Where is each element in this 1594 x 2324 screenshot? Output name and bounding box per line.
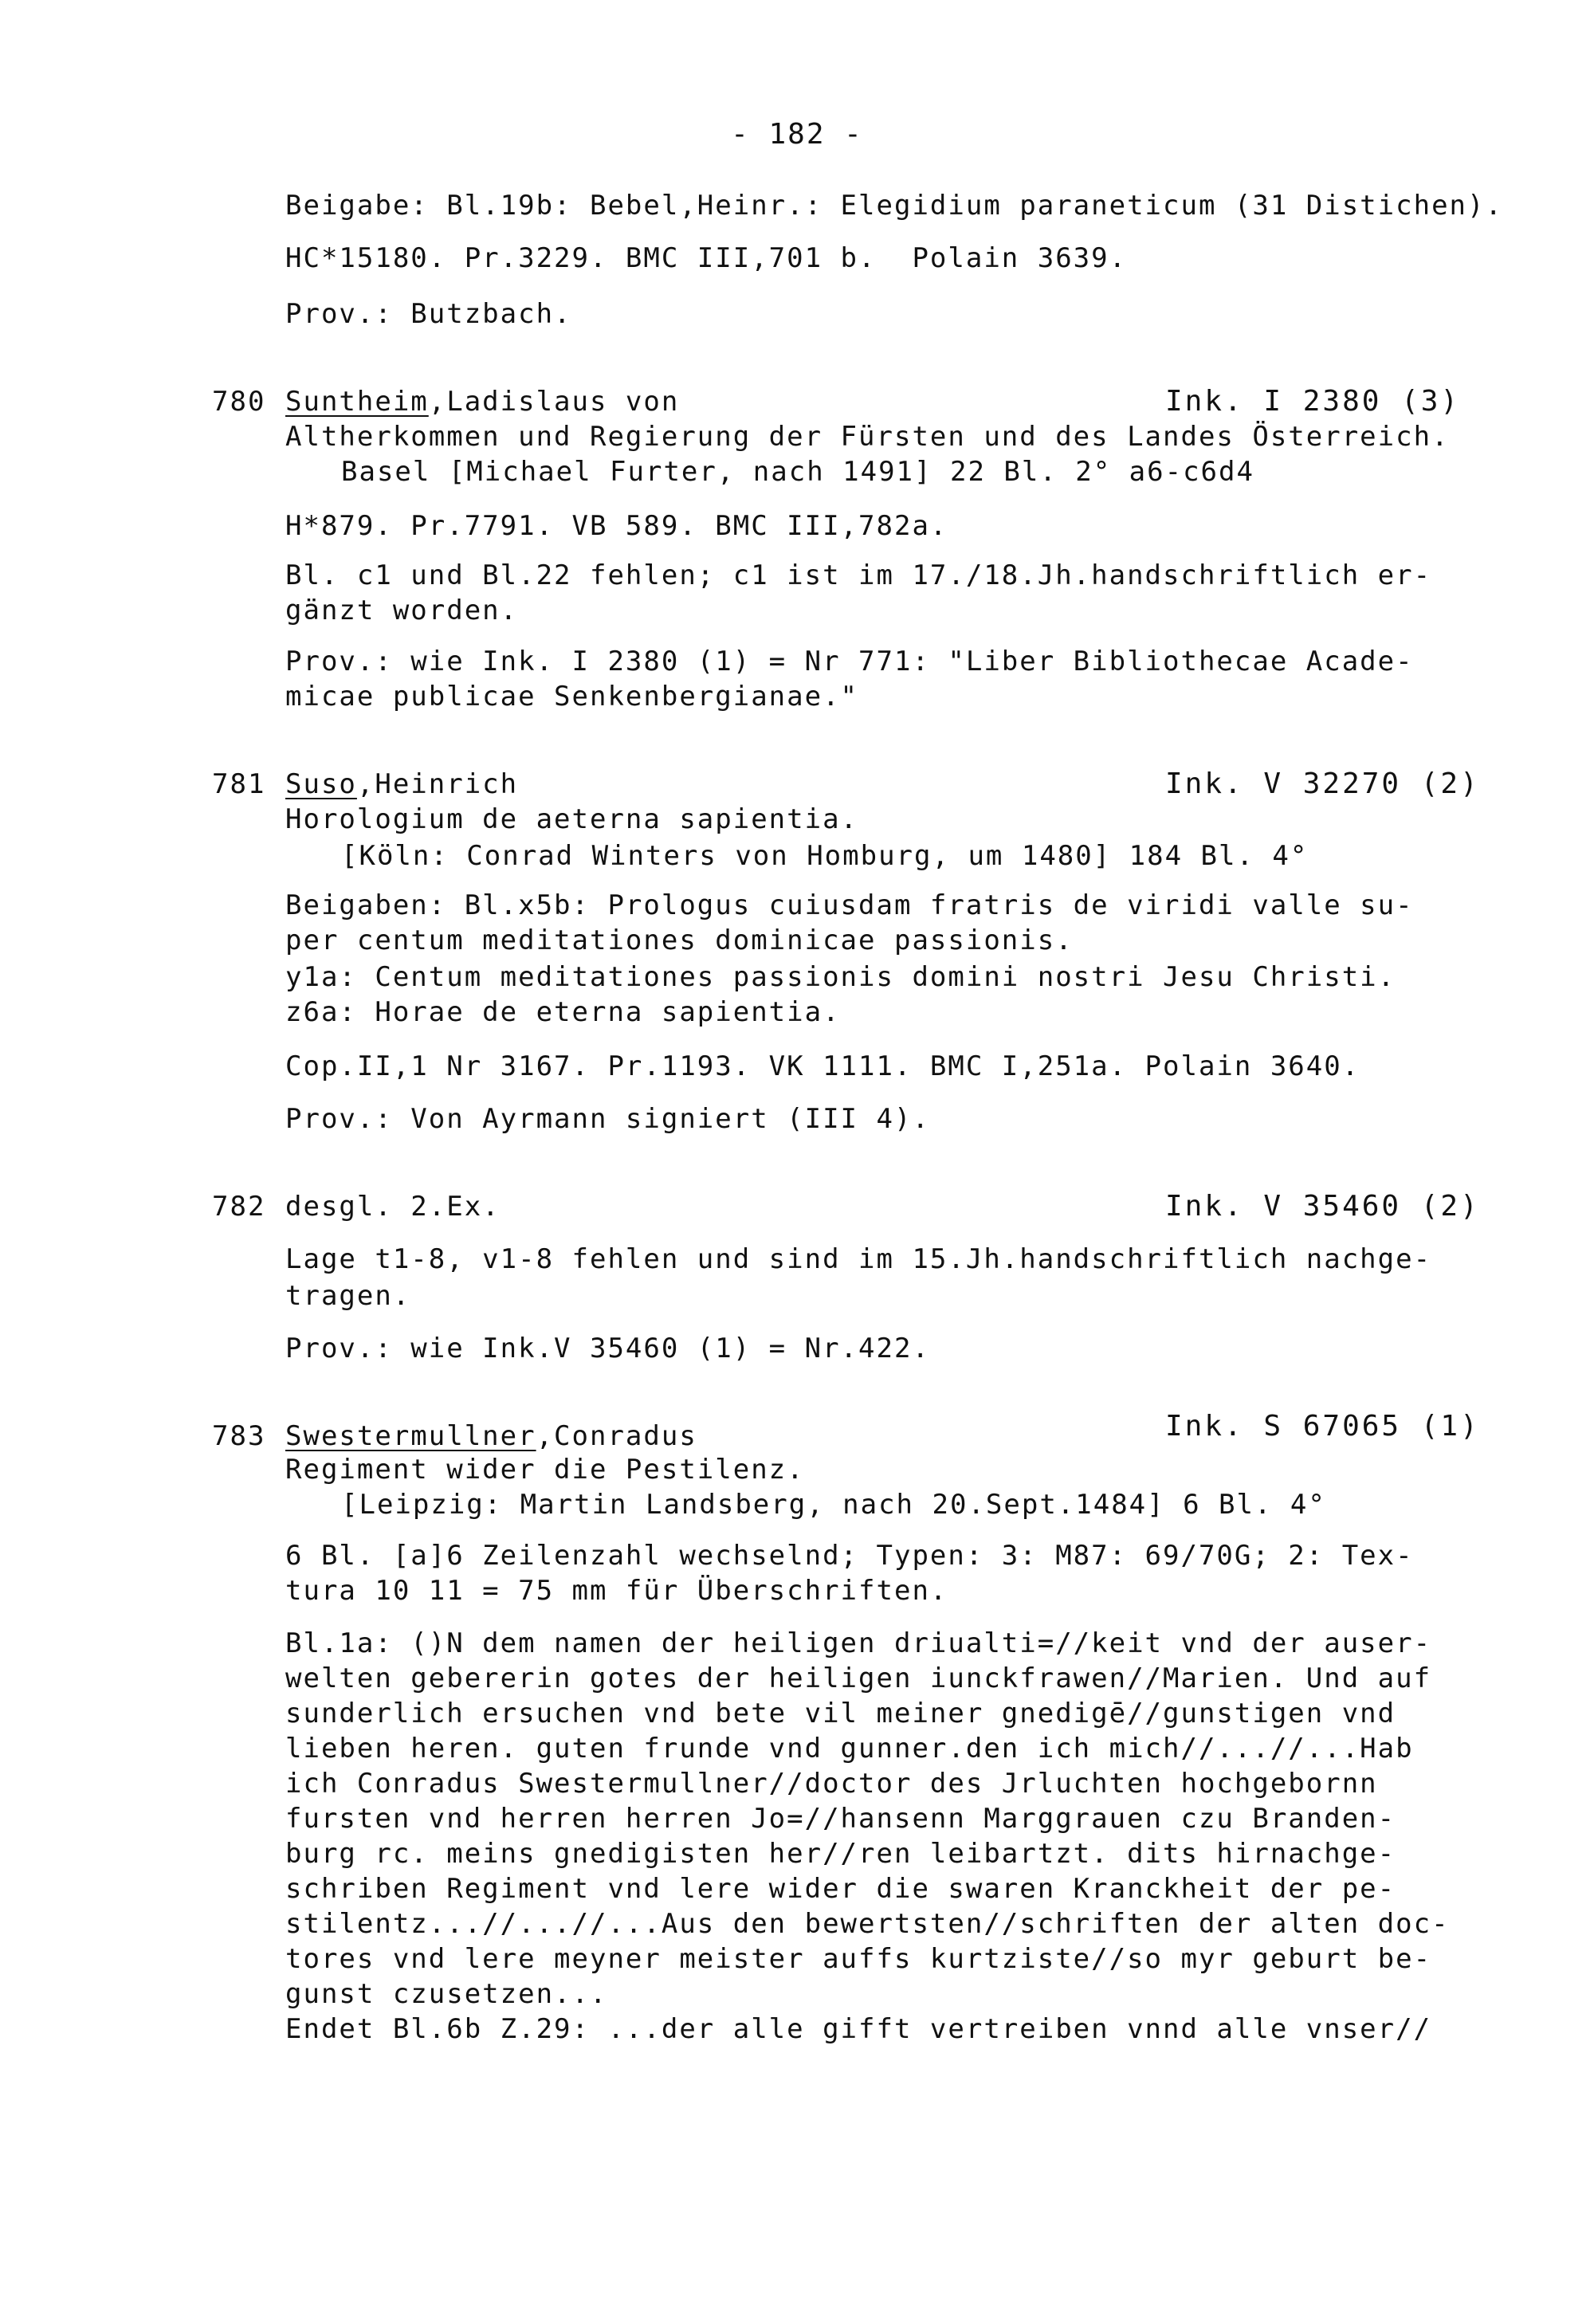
entry-line: Prov.: Von Ayrmann signiert (III 4). — [285, 1103, 930, 1135]
entry-imprint: [Leipzig: Martin Landsberg, nach 20.Sept.1484] 6 Bl. 4° — [341, 1489, 1326, 1521]
entry-number: 780 — [212, 386, 266, 418]
entry-title: Horologium de aeterna sapientia. — [285, 803, 859, 835]
author-name-rest: ,Conradus — [536, 1420, 697, 1452]
quote-line: sunderlich ersuchen vnd bete vil meiner gnedigē//gunstigen vnd — [285, 1698, 1396, 1729]
preamble-line: Prov.: Butzbach. — [285, 298, 572, 330]
entry-line: Lage t1-8, v1-8 fehlen und sind im 15.Jh.handschriftlich nachge- — [285, 1243, 1432, 1275]
page-number: - 182 - — [731, 118, 863, 151]
quote-line: fursten vnd herren herren Jo=//hansenn Marggrauen czu Branden- — [285, 1803, 1396, 1835]
quote-line: schriben Regiment vnd lere wider die swaren Kranckheit der pe- — [285, 1873, 1396, 1905]
quote-line: lieben heren. guten frunde vnd gunner.den ich mich//...//...Hab — [285, 1733, 1414, 1765]
author-name: Suntheim — [285, 386, 429, 418]
shelfmark: Ink. V 35460 (2) — [1165, 1190, 1480, 1223]
entry-heading: desgl. 2.Ex. — [285, 1191, 501, 1223]
author-name: Suso — [285, 768, 357, 800]
entry-line: tura 10 11 = 75 mm für Überschriften. — [285, 1575, 948, 1607]
entry-heading — [285, 767, 518, 802]
entry-line: tragen. — [285, 1280, 411, 1312]
shelfmark: Ink. S 67065 (1) — [1165, 1410, 1480, 1443]
entry-title: Altherkommen und Regierung der Fürsten und des Landes Österreich. — [285, 421, 1450, 453]
quote-line: Endet Bl.6b Z.29: ...der alle gifft vertreiben vnnd alle vnser// — [285, 2013, 1432, 2045]
quote-line: Bl.1a: ()N dem namen der heiligen driualti=//keit vnd der auser- — [285, 1627, 1432, 1659]
entry-line: Prov.: wie Ink.V 35460 (1) = Nr.422. — [285, 1333, 930, 1364]
entry-heading — [285, 1419, 697, 1454]
entry-heading — [285, 384, 679, 419]
preamble-line: Beigabe: Bl.19b: Bebel,Heinr.: Elegidium paraneticum (31 Distichen). — [285, 190, 1503, 222]
entry-imprint: [Köln: Conrad Winters von Homburg, um 1480] 184 Bl. 4° — [341, 840, 1309, 872]
author-name: Swestermullner — [285, 1420, 536, 1452]
shelfmark: Ink. V 32270 (2) — [1165, 767, 1480, 800]
quote-line: ich Conradus Swestermullner//doctor des Jrluchten hochgebornn — [285, 1768, 1378, 1800]
quote-line: welten gebererin gotes der heiligen iunckfrawen//Marien. Und auf — [285, 1663, 1432, 1694]
quote-line: tores vnd lere meyner meister auffs kurtziste//so myr geburt be- — [285, 1943, 1432, 1975]
preamble-line: HC*15180. Pr.3229. BMC III,701 b. Polain 3639. — [285, 242, 1128, 274]
entry-line: micae publicae Senkenbergianae." — [285, 681, 859, 713]
entry-line: Bl. c1 und Bl.22 fehlen; c1 ist im 17./18.Jh.handschriftlich er- — [285, 559, 1432, 591]
entry-line: y1a: Centum meditationes passionis domini nostri Jesu Christi. — [285, 961, 1396, 993]
author-name-rest: ,Ladislaus von — [428, 386, 680, 418]
entry-number: 781 — [212, 768, 266, 800]
quote-line: stilentz...//...//...Aus den bewertsten//schriften der alten doc- — [285, 1908, 1450, 1940]
entry-line: 6 Bl. [a]6 Zeilenzahl wechselnd; Typen: 3: M87: 69/70G; 2: Tex- — [285, 1540, 1414, 1572]
entry-line: Cop.II,1 Nr 3167. Pr.1193. VK 1111. BMC I,251a. Polain 3640. — [285, 1050, 1360, 1082]
entry-line: H*879. Pr.7791. VB 589. BMC III,782a. — [285, 510, 948, 542]
quote-line: gunst czusetzen... — [285, 1978, 608, 2010]
entry-number: 782 — [212, 1191, 266, 1223]
quote-line: burg rc. meins gnedigisten her//ren leibartzt. dits hirnachge- — [285, 1838, 1396, 1870]
entry-number: 783 — [212, 1420, 266, 1452]
entry-line: Prov.: wie Ink. I 2380 (1) = Nr 771: "Liber Bibliothecae Acade- — [285, 646, 1414, 677]
author-name-rest: ,Heinrich — [356, 768, 519, 800]
entry-title: Regiment wider die Pestilenz. — [285, 1454, 805, 1486]
entry-line: per centum meditationes dominicae passionis. — [285, 924, 1074, 956]
shelfmark: Ink. I 2380 (3) — [1165, 385, 1461, 418]
entry-line: gänzt worden. — [285, 595, 519, 626]
entry-line: Beigaben: Bl.x5b: Prologus cuiusdam fratris de viridi valle su- — [285, 889, 1414, 921]
entry-line: z6a: Horae de eterna sapientia. — [285, 996, 841, 1028]
entry-imprint: Basel [Michael Furter, nach 1491] 22 Bl. 2° a6-c6d4 — [341, 456, 1254, 488]
